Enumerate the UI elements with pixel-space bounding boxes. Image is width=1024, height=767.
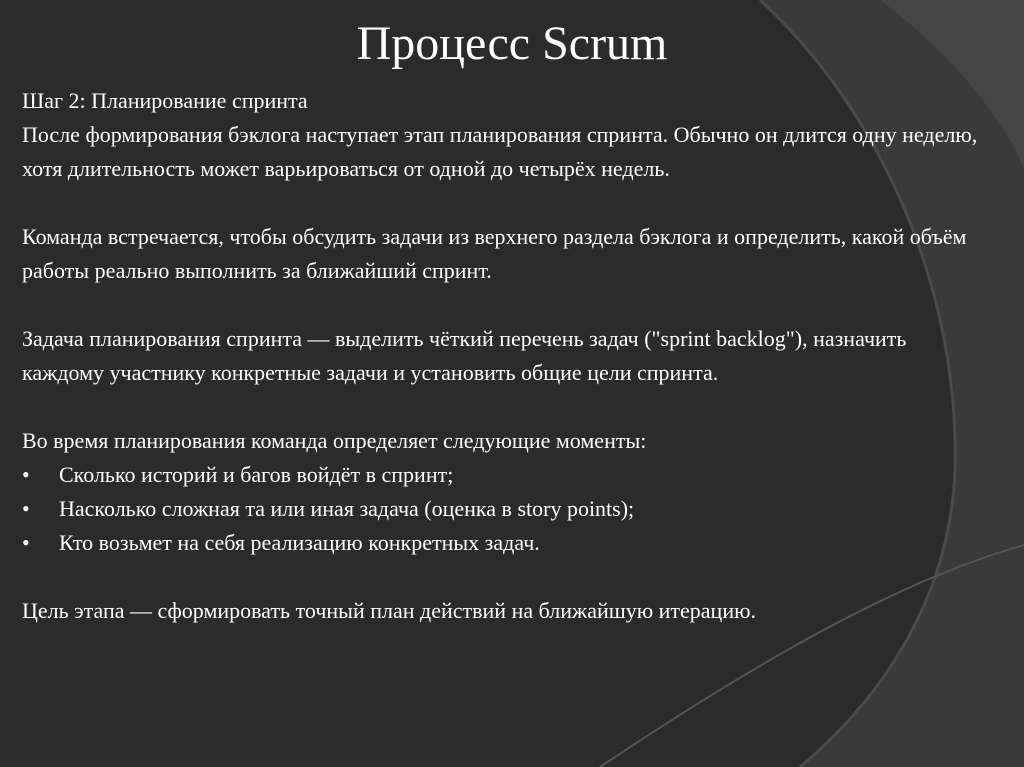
bullet-item [22, 526, 982, 560]
step-heading: Шаг 2: Планирование спринта [22, 88, 308, 113]
conclusion: Цель этапа — сформировать точный план действий на ближайшую итерацию. [22, 598, 757, 623]
bullet-text: Кто возьмет на себя реализацию конкретных задач. [59, 530, 540, 555]
bullet-icon: • [22, 462, 30, 487]
bullet-icon: • [22, 530, 30, 555]
slide-title: Процесс Scrum [356, 17, 668, 70]
bullet-text: Насколько сложная та или иная задача (оценка в story points); [59, 496, 635, 521]
bullet-icon: • [22, 496, 30, 521]
paragraph-sprint-planning-intro: После формирования бэклога наступает этап планирования спринта. Обычно он длится одну неделю, хотя длительность может варьироваться от одной до четырёх недель. [22, 122, 978, 181]
bullet-item [22, 458, 982, 492]
paragraph-planning-goal: Задача планирования спринта — выделить чёткий перечень задач ("sprint backlog"), назначить каждому участнику конкретные задачи и установить общие цели спринта. [22, 326, 907, 385]
bullet-item [22, 492, 982, 526]
slide-body [22, 84, 982, 628]
bullet-text: Сколько историй и багов войдёт в спринт; [59, 462, 454, 487]
bullet-list [22, 458, 982, 560]
paragraph-team-meeting: Команда встречается, чтобы обсудить задачи из верхнего раздела бэклога и определить, какой объём работы реально выполнить за ближайший спринт. [22, 224, 967, 283]
list-intro: Во время планирования команда определяет следующие моменты: [22, 428, 647, 453]
